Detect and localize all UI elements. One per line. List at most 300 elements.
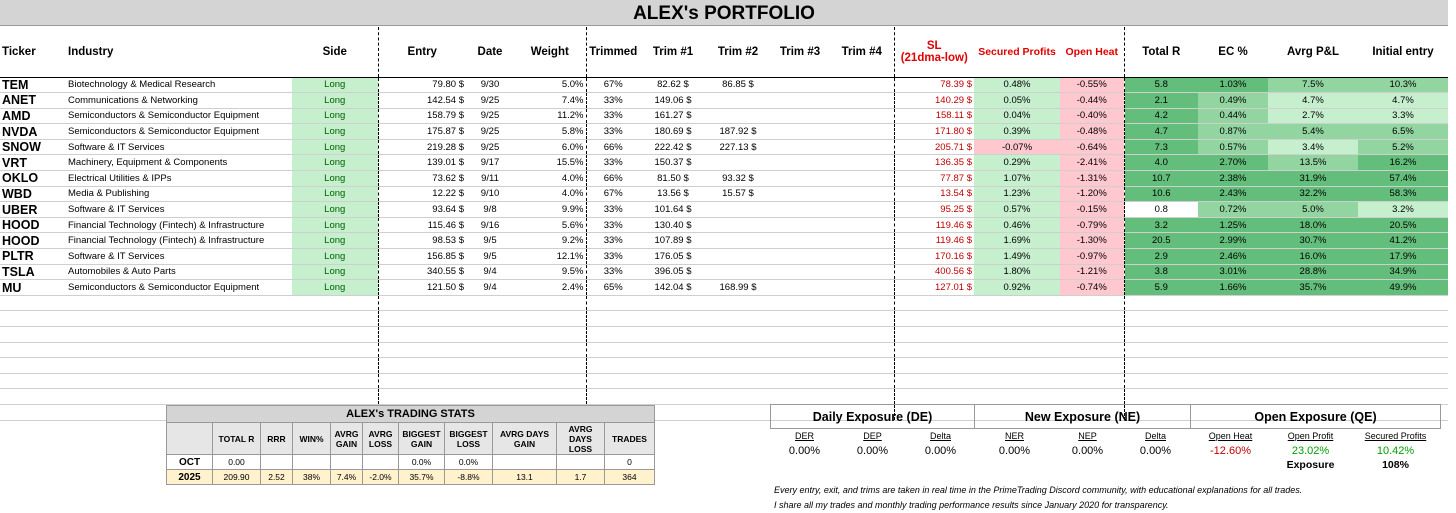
cell-entry: 115.46 $ (378, 217, 466, 233)
trading-stats-table (166, 405, 655, 485)
cell-avgpl: 16.0% (1268, 249, 1358, 265)
cell-trim4 (830, 202, 894, 218)
cell-industry: Electrical Utilities & IPPs (66, 171, 292, 187)
cell-sl: 95.25 $ (894, 202, 974, 218)
cell-trim3 (770, 186, 830, 202)
cell-ticker: ANET (0, 93, 66, 109)
cell-industry: Media & Publishing (66, 186, 292, 202)
empty-cell (0, 373, 66, 389)
cell-side: Long (292, 139, 378, 155)
table-row (0, 93, 1448, 109)
empty-cell (1358, 327, 1448, 343)
empty-cell (1060, 342, 1124, 358)
exposure-value-cell: 23.02% (1291, 444, 1330, 457)
cell-trim3 (770, 108, 830, 124)
cell-sl: 205.71 $ (894, 139, 974, 155)
cell-trim3 (770, 93, 830, 109)
exposure-value-cell: 0.00% (1071, 444, 1104, 457)
empty-cell (640, 295, 706, 311)
cell-trimmed: 33% (586, 155, 640, 171)
empty-cell (1124, 342, 1198, 358)
empty-cell (0, 295, 66, 311)
cell-totalr: 4.2 (1124, 108, 1198, 124)
cell-totalr: 4.0 (1124, 155, 1198, 171)
cell-totalr: 5.9 (1124, 280, 1198, 296)
cell-trim4 (830, 93, 894, 109)
empty-cell (466, 327, 514, 343)
cell-ticker: HOOD (0, 217, 66, 233)
cell-trimmed: 33% (586, 233, 640, 249)
cell-trim3 (770, 233, 830, 249)
empty-cell (586, 342, 640, 358)
empty-cell (1060, 327, 1124, 343)
cell-trim4 (830, 108, 894, 124)
cell-sl: 171.80 $ (894, 124, 974, 140)
cell-trim3 (770, 202, 830, 218)
cell-trim1: 150.37 $ (640, 155, 706, 171)
empty-cell (292, 327, 378, 343)
empty-cell (974, 311, 1060, 327)
exposure-value-cell: 0.00% (788, 444, 821, 457)
cell-industry: Semiconductors & Semiconductor Equipment (66, 280, 292, 296)
cell-totalr: 7.3 (1124, 139, 1198, 155)
cell-trim4 (830, 264, 894, 280)
cell-ec: 2.70% (1198, 155, 1268, 171)
cell-trimmed: 33% (586, 108, 640, 124)
cell-ec: 3.01% (1198, 264, 1268, 280)
cell-side: Long (292, 264, 378, 280)
cell-entry: 98.53 $ (378, 233, 466, 249)
cell-trim4 (830, 124, 894, 140)
cell-avgpl: 18.0% (1268, 217, 1358, 233)
cell-ec: 0.49% (1198, 93, 1268, 109)
header-trim2: Trim #2 (706, 27, 770, 77)
stats-cell (331, 455, 363, 470)
cell-weight: 15.5% (514, 155, 586, 171)
cell-initial: 10.3% (1358, 77, 1448, 93)
empty-cell (706, 342, 770, 358)
cell-industry: Semiconductors & Semiconductor Equipment (66, 108, 292, 124)
cell-trim3 (770, 217, 830, 233)
empty-cell (640, 327, 706, 343)
empty-cell (466, 373, 514, 389)
cell-sl: 140.29 $ (894, 93, 974, 109)
empty-cell (706, 389, 770, 405)
empty-cell (514, 342, 586, 358)
empty-cell (1358, 295, 1448, 311)
empty-cell (1124, 373, 1198, 389)
cell-date: 9/25 (466, 108, 514, 124)
cell-side: Long (292, 233, 378, 249)
cell-trim1: 142.04 $ (640, 280, 706, 296)
cell-initial: 3.2% (1358, 202, 1448, 218)
header-row (0, 27, 1448, 77)
empty-cell (640, 389, 706, 405)
empty-cell (0, 358, 66, 374)
cell-totalr: 20.5 (1124, 233, 1198, 249)
cell-trimmed: 33% (586, 249, 640, 265)
empty-cell (1198, 342, 1268, 358)
cell-initial: 57.4% (1358, 171, 1448, 187)
cell-ticker: TSLA (0, 264, 66, 280)
empty-cell (466, 295, 514, 311)
cell-trim2 (706, 155, 770, 171)
cell-sl: 119.46 $ (894, 217, 974, 233)
stats-cell (363, 455, 399, 470)
empty-cell (378, 342, 466, 358)
cell-ec: 1.66% (1198, 280, 1268, 296)
cell-heat: -0.64% (1060, 139, 1124, 155)
cell-avgpl: 28.8% (1268, 264, 1358, 280)
header-totalr: Total R (1124, 27, 1198, 77)
page-title: ALEX's PORTFOLIO (0, 0, 1448, 26)
cell-weight: 12.1% (514, 249, 586, 265)
cell-trimmed: 66% (586, 171, 640, 187)
cell-avgpl: 5.4% (1268, 124, 1358, 140)
empty-row (0, 327, 1448, 343)
cell-secured: 1.49% (974, 249, 1060, 265)
stats-cell: 0 (605, 455, 655, 470)
stats-cell: 209.90 (213, 470, 261, 485)
cell-trimmed: 33% (586, 93, 640, 109)
cell-ec: 0.57% (1198, 139, 1268, 155)
exposure-group-ne: New Exposure (NE) (975, 405, 1191, 429)
header-date: Date (466, 27, 514, 77)
stats-header: RRR (261, 423, 293, 455)
stats-row (167, 455, 655, 470)
stats-header: AVRG DAYS LOSS (557, 423, 605, 455)
stats-cell: 364 (605, 470, 655, 485)
empty-cell (1124, 311, 1198, 327)
empty-cell (830, 358, 894, 374)
empty-cell (466, 342, 514, 358)
cell-ticker: OKLO (0, 171, 66, 187)
stats-cell: 1.7 (557, 470, 605, 485)
empty-cell (830, 373, 894, 389)
cell-trim1: 82.62 $ (640, 77, 706, 93)
empty-cell (0, 389, 66, 405)
cell-secured: 0.57% (974, 202, 1060, 218)
cell-entry: 79.80 $ (378, 77, 466, 93)
table-row (0, 186, 1448, 202)
cell-trim3 (770, 280, 830, 296)
cell-weight: 9.5% (514, 264, 586, 280)
header-heat: Open Heat (1060, 27, 1124, 77)
empty-cell (292, 358, 378, 374)
empty-cell (0, 404, 66, 420)
empty-cell (378, 373, 466, 389)
empty-cell (292, 373, 378, 389)
cell-trim3 (770, 264, 830, 280)
cell-ec: 2.43% (1198, 186, 1268, 202)
empty-cell (830, 389, 894, 405)
empty-cell (974, 373, 1060, 389)
cell-heat: -0.48% (1060, 124, 1124, 140)
cell-ec: 2.38% (1198, 171, 1268, 187)
stats-header: AVRG DAYS GAIN (493, 423, 557, 455)
empty-cell (830, 311, 894, 327)
cell-side: Long (292, 186, 378, 202)
cell-initial: 49.9% (1358, 280, 1448, 296)
cell-trim2 (706, 108, 770, 124)
stats-cell: 2.52 (261, 470, 293, 485)
cell-secured: 0.46% (974, 217, 1060, 233)
exposure-header: Open Profit (1287, 430, 1334, 441)
cell-trim2: 187.92 $ (706, 124, 770, 140)
empty-cell (830, 295, 894, 311)
empty-cell (770, 389, 830, 405)
empty-cell (1198, 358, 1268, 374)
table-row (0, 124, 1448, 140)
empty-cell (640, 373, 706, 389)
cell-entry: 156.85 $ (378, 249, 466, 265)
exposure-value-cell: 0.00% (998, 444, 1031, 457)
cell-trim2: 15.57 $ (706, 186, 770, 202)
empty-cell (292, 295, 378, 311)
cell-sl: 158.11 $ (894, 108, 974, 124)
cell-totalr: 10.7 (1124, 171, 1198, 187)
empty-cell (706, 373, 770, 389)
cell-ticker: TEM (0, 77, 66, 93)
cell-trim1: 222.42 $ (640, 139, 706, 155)
cell-secured: 1.69% (974, 233, 1060, 249)
cell-trim2 (706, 217, 770, 233)
cell-side: Long (292, 77, 378, 93)
stats-cell: 13.1 (493, 470, 557, 485)
stats-header: AVRG GAIN (331, 423, 363, 455)
cell-heat: -1.21% (1060, 264, 1124, 280)
empty-cell (466, 389, 514, 405)
cell-entry: 340.55 $ (378, 264, 466, 280)
empty-cell (586, 389, 640, 405)
cell-date: 9/25 (466, 124, 514, 140)
empty-cell (1268, 342, 1358, 358)
cell-avgpl: 30.7% (1268, 233, 1358, 249)
empty-cell (894, 311, 974, 327)
cell-trim1: 81.50 $ (640, 171, 706, 187)
table-row (0, 217, 1448, 233)
cell-date: 9/4 (466, 264, 514, 280)
table-row (0, 108, 1448, 124)
stats-header: TRADES (605, 423, 655, 455)
header-side: Side (292, 27, 378, 77)
cell-secured: 0.92% (974, 280, 1060, 296)
cell-ticker: WBD (0, 186, 66, 202)
empty-cell (1060, 373, 1124, 389)
empty-cell (974, 358, 1060, 374)
cell-entry: 93.64 $ (378, 202, 466, 218)
cell-side: Long (292, 108, 378, 124)
cell-date: 9/10 (466, 186, 514, 202)
cell-initial: 41.2% (1358, 233, 1448, 249)
cell-trim3 (770, 249, 830, 265)
exposure-value-cell: 0.00% (924, 444, 957, 457)
table-row (0, 155, 1448, 171)
cell-avgpl: 32.2% (1268, 186, 1358, 202)
cell-trim2: 168.99 $ (706, 280, 770, 296)
cell-heat: -0.74% (1060, 280, 1124, 296)
stats-cell: 7.4% (331, 470, 363, 485)
cell-initial: 5.2% (1358, 139, 1448, 155)
empty-cell (66, 373, 292, 389)
portfolio-table (0, 27, 1448, 421)
cell-initial: 34.9% (1358, 264, 1448, 280)
empty-cell (706, 327, 770, 343)
exposure-value: 108% (1382, 458, 1409, 471)
empty-cell (1060, 358, 1124, 374)
empty-cell (770, 311, 830, 327)
header-trim4: Trim #4 (830, 27, 894, 77)
empty-cell (378, 358, 466, 374)
exposure-group-de: Daily Exposure (DE) (771, 405, 975, 429)
cell-trim2 (706, 249, 770, 265)
cell-date: 9/5 (466, 233, 514, 249)
empty-cell (1268, 327, 1358, 343)
empty-cell (66, 358, 292, 374)
empty-cell (974, 327, 1060, 343)
cell-date: 9/5 (466, 249, 514, 265)
cell-ec: 1.03% (1198, 77, 1268, 93)
cell-trim1: 101.64 $ (640, 202, 706, 218)
stats-header: WIN% (293, 423, 331, 455)
cell-weight: 11.2% (514, 108, 586, 124)
empty-cell (292, 389, 378, 405)
cell-trim4 (830, 186, 894, 202)
cell-totalr: 2.9 (1124, 249, 1198, 265)
cell-ticker: SNOW (0, 139, 66, 155)
empty-cell (378, 327, 466, 343)
cell-ticker: NVDA (0, 124, 66, 140)
exposure-value-cell: 0.00% (856, 444, 889, 457)
exposure-value-cell: 0.00% (1139, 444, 1172, 457)
cell-secured: 1.07% (974, 171, 1060, 187)
exposure-header: DER (794, 430, 814, 441)
cell-ticker: MU (0, 280, 66, 296)
stats-cell (261, 455, 293, 470)
cell-initial: 58.3% (1358, 186, 1448, 202)
cell-date: 9/25 (466, 139, 514, 155)
cell-sl: 127.01 $ (894, 280, 974, 296)
cell-ticker: HOOD (0, 233, 66, 249)
cell-entry: 158.79 $ (378, 108, 466, 124)
cell-totalr: 5.8 (1124, 77, 1198, 93)
cell-trim4 (830, 233, 894, 249)
cell-ticker: PLTR (0, 249, 66, 265)
empty-cell (1268, 358, 1358, 374)
empty-cell (1268, 295, 1358, 311)
cell-weight: 5.6% (514, 217, 586, 233)
stats-cell (557, 455, 605, 470)
stats-cell: 0.0% (399, 455, 445, 470)
cell-sl: 119.46 $ (894, 233, 974, 249)
cell-weight: 6.0% (514, 139, 586, 155)
header-avgpl: Avrg P&L (1268, 27, 1358, 77)
header-sl (894, 27, 974, 77)
stats-corner (167, 423, 213, 455)
cell-trim4 (830, 249, 894, 265)
cell-sl: 136.35 $ (894, 155, 974, 171)
cell-side: Long (292, 155, 378, 171)
cell-trimmed: 33% (586, 202, 640, 218)
table-row (0, 233, 1448, 249)
cell-heat: -0.79% (1060, 217, 1124, 233)
empty-cell (1268, 373, 1358, 389)
stats-cell (493, 455, 557, 470)
empty-cell (640, 342, 706, 358)
cell-trim1: 13.56 $ (640, 186, 706, 202)
cell-industry: Software & IT Services (66, 202, 292, 218)
stats-cell: -2.0% (363, 470, 399, 485)
cell-totalr: 2.1 (1124, 93, 1198, 109)
cell-ec: 2.99% (1198, 233, 1268, 249)
empty-cell (894, 327, 974, 343)
exposure-header: Delta (1144, 430, 1166, 441)
cell-ec: 0.87% (1198, 124, 1268, 140)
cell-trim2: 86.85 $ (706, 77, 770, 93)
cell-avgpl: 5.0% (1268, 202, 1358, 218)
empty-cell (66, 295, 292, 311)
cell-trim4 (830, 155, 894, 171)
cell-date: 9/30 (466, 77, 514, 93)
cell-totalr: 10.6 (1124, 186, 1198, 202)
empty-cell (706, 295, 770, 311)
cell-heat: -0.40% (1060, 108, 1124, 124)
empty-cell (586, 373, 640, 389)
empty-cell (514, 295, 586, 311)
empty-row (0, 358, 1448, 374)
exposure-label: Exposure (1286, 458, 1335, 471)
empty-cell (0, 342, 66, 358)
stats-header: BIGGEST GAIN (399, 423, 445, 455)
empty-cell (830, 342, 894, 358)
exposure-value-cell: -12.60% (1210, 444, 1251, 457)
cell-trim2 (706, 202, 770, 218)
cell-industry: Communications & Networking (66, 93, 292, 109)
cell-heat: -1.20% (1060, 186, 1124, 202)
empty-cell (1060, 389, 1124, 405)
stats-header: AVRG LOSS (363, 423, 399, 455)
cell-secured: 0.29% (974, 155, 1060, 171)
cell-entry: 121.50 $ (378, 280, 466, 296)
table-row (0, 139, 1448, 155)
cell-trim3 (770, 77, 830, 93)
empty-cell (1198, 373, 1268, 389)
stats-cell (293, 455, 331, 470)
cell-trim2 (706, 233, 770, 249)
cell-secured: -0.07% (974, 139, 1060, 155)
note-line-1: Every entry, exit, and trims are taken in real time in the PrimeTrading Discord community, with educational explanations for all trades. (774, 485, 1303, 495)
header-entry: Entry (378, 27, 466, 77)
cell-entry: 219.28 $ (378, 139, 466, 155)
cell-trim4 (830, 77, 894, 93)
cell-trim1: 149.06 $ (640, 93, 706, 109)
empty-cell (770, 342, 830, 358)
cell-industry: Automobiles & Auto Parts (66, 264, 292, 280)
empty-cell (1060, 295, 1124, 311)
cell-trim1: 130.40 $ (640, 217, 706, 233)
cell-initial: 17.9% (1358, 249, 1448, 265)
exposure-value-cell: 10.42% (1376, 444, 1415, 457)
empty-cell (1124, 389, 1198, 405)
cell-industry: Software & IT Services (66, 139, 292, 155)
cell-trim2: 227.13 $ (706, 139, 770, 155)
empty-cell (640, 358, 706, 374)
cell-date: 9/16 (466, 217, 514, 233)
cell-heat: -0.55% (1060, 77, 1124, 93)
empty-cell (586, 295, 640, 311)
stats-title: ALEX's TRADING STATS (167, 406, 655, 423)
cell-secured: 1.23% (974, 186, 1060, 202)
